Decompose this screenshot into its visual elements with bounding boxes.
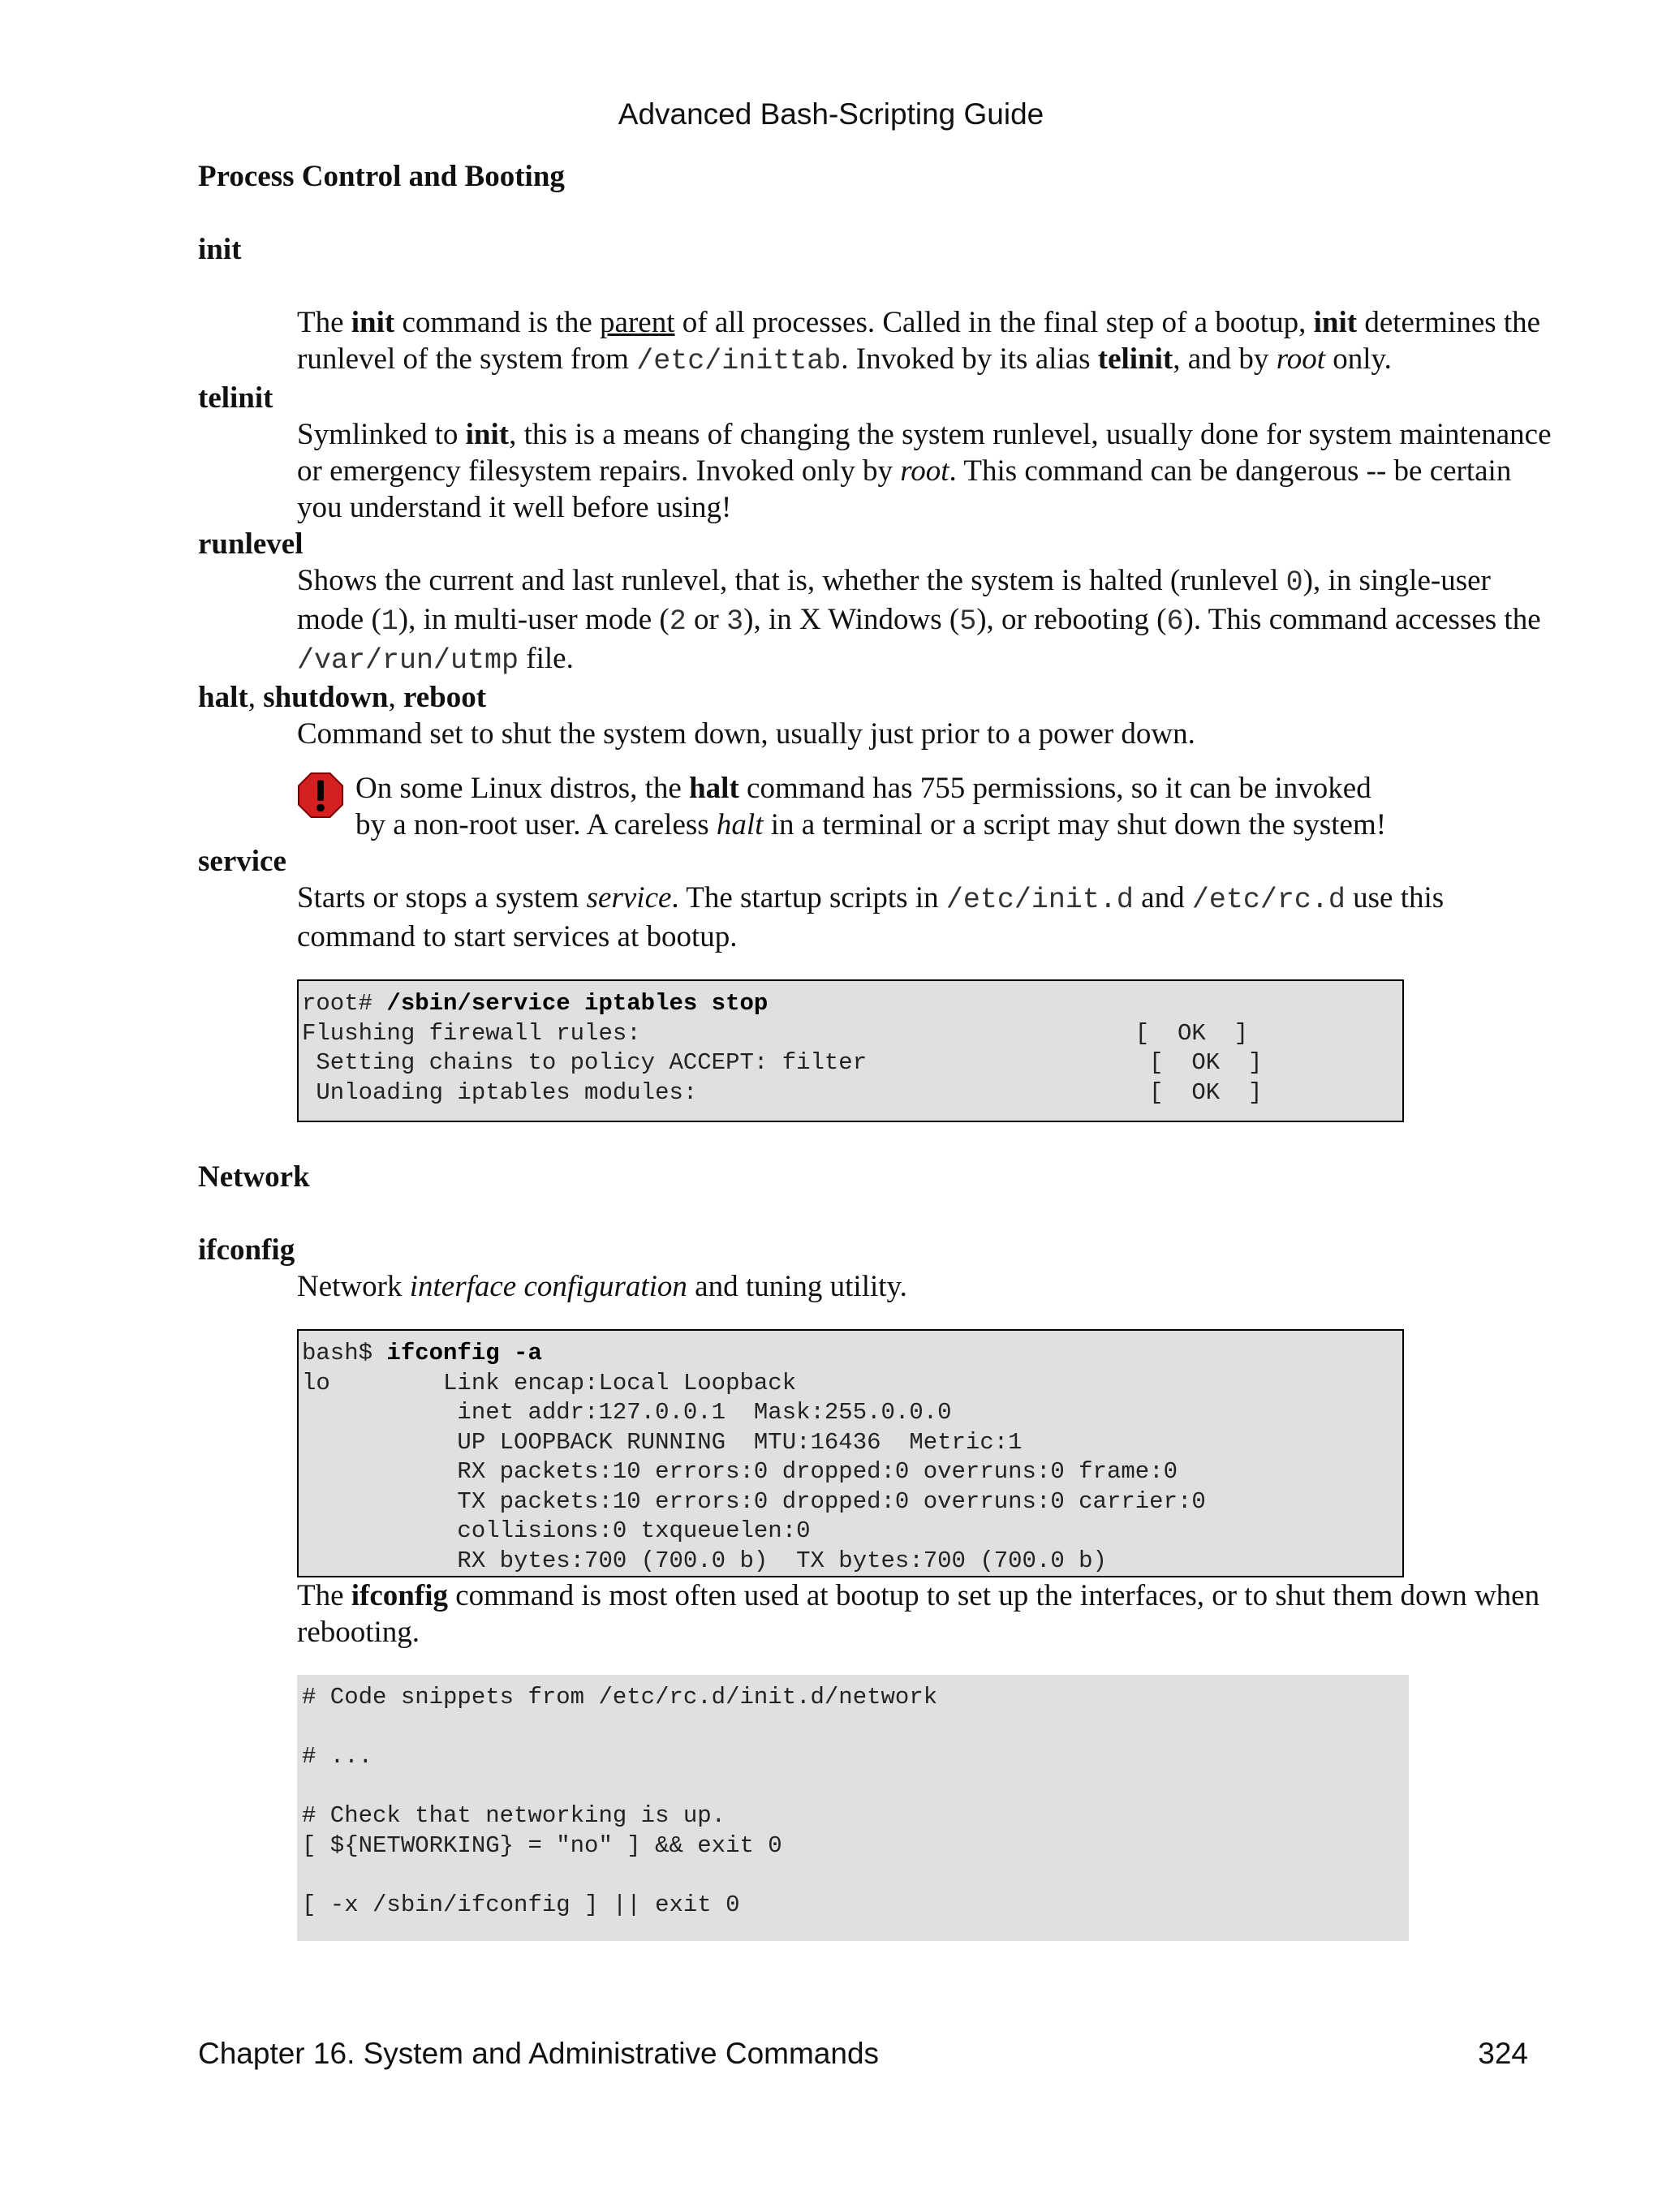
section-title-network: Network [198, 1160, 310, 1194]
ifconfig-paragraph: Network interface configuration and tuning utility. [297, 1270, 907, 1303]
ifconfig-output-line: RX bytes:700 (700.0 b) TX bytes:700 (700.0 b) [302, 1547, 1107, 1574]
service-output-line: Unloading iptables modules: [ OK ] [302, 1078, 1263, 1106]
ifconfig-output-line: inet addr:127.0.0.1 Mask:255.0.0.0 [457, 1399, 952, 1426]
caution-icon [297, 772, 344, 819]
service-screen-output: root# /sbin/service iptables stop Flushing firewall rules: [ OK ] Setting chains to policy ACCEPT: filter [ OK ] Unloading iptables modules: [ OK ] [297, 979, 1404, 1122]
parent-link[interactable]: parent [600, 306, 675, 339]
footer-page-number: 324 [1478, 2037, 1528, 2070]
definition-ifconfig [297, 1268, 1553, 1941]
term-init: init [198, 233, 242, 266]
term-service: service [198, 845, 286, 878]
program-lines [302, 1684, 937, 1918]
service-output-line: Setting chains to policy ACCEPT: filter [ OK ] [316, 1049, 1263, 1076]
init-paragraph: The init command is the parent of all processes. Called in the final step of a bootup, init determines the runlevel of the system from /etc/inittab. Invoked by its alias telinit, and by root only. [297, 306, 1541, 377]
term-runlevel: runlevel [198, 527, 304, 561]
code-line: # Check that networking is up. [302, 1802, 726, 1829]
running-header: Advanced Bash-Scripting Guide [618, 97, 1044, 131]
code-line: [ -x /sbin/ifconfig ] || exit 0 [302, 1891, 740, 1918]
ifconfig-after-paragraph: The ifconfig command is most often used at bootup to set up the interfaces, or to shut them down when rebooting. [297, 1579, 1540, 1649]
definition-halt [297, 716, 1553, 843]
halt-paragraph: Command set to shut the system down, usually just prior to a power down. [297, 717, 1195, 751]
ifconfig-output-line: collisions:0 txqueuelen:0 [457, 1517, 811, 1544]
caution-note [297, 770, 1553, 843]
ifconfig-output-lines [302, 1370, 1206, 1574]
service-output-line: Flushing firewall rules: [ OK ] [302, 1019, 1248, 1047]
telinit-paragraph: Symlinked to init, this is a means of changing the system runlevel, usually done for system maintenance or emergency filesystem repairs. Invoked only by root. This command can be dangerous -- be certain you understand it well before using! [297, 418, 1552, 524]
definition-service [297, 880, 1553, 1122]
service-output-lines [302, 1020, 1262, 1106]
definition-telinit [297, 416, 1553, 526]
term-ifconfig: ifconfig [198, 1233, 295, 1267]
ifconfig-output-line: RX packets:10 errors:0 dropped:0 overruns:0 frame:0 [457, 1458, 1178, 1485]
ifconfig-output-line: TX packets:10 errors:0 dropped:0 overruns:0 carrier:0 [457, 1487, 1206, 1515]
code-line: # Code snippets from /etc/rc.d/init.d/network [302, 1684, 938, 1711]
ifconfig-output-line: UP LOOPBACK RUNNING MTU:16436 Metric:1 [457, 1428, 1023, 1456]
ifconfig-screen-output: bash$ ifconfig -a lo Link encap:Local Loopback inet addr:127.0.0.1 Mask:255.0.0.0 UP LOOPBACK RUNNING MTU:16436 Metric:1 RX packets:10 errors:0 dropped:0 overruns:0 frame:0 TX packets:10 errors:0 dropped:0 overruns:0 carrier:0 collisions:0 txqueuelen:0 RX bytes:700 (700.0 b) TX bytes:700 (700.0 b) [297, 1329, 1404, 1577]
document-body [198, 158, 1553, 1941]
term-halt-shutdown-reboot: halt, shutdown, reboot [198, 681, 487, 714]
section-title-process-control: Process Control and Booting [198, 160, 565, 193]
code-line: # ... [302, 1743, 373, 1770]
term-telinit: telinit [198, 381, 273, 415]
definition-init [297, 304, 1553, 380]
runlevel-paragraph: Shows the current and last runlevel, that is, whether the system is halted (runlevel 0), in single-user mode (1), in multi-user mode (2 or 3), in X Windows (5), or rebooting (6). This command accesses the /var/run/utmp file. [297, 564, 1541, 677]
footer-chapter: Chapter 16. System and Administrative Commands [198, 2037, 880, 2070]
code-line: [ ${NETWORKING} = "no" ] && exit 0 [302, 1831, 782, 1859]
caution-text: On some Linux distros, the halt command has 755 permissions, so it can be invoked by a non-root user. A careless halt in a terminal or a script may shut down the system! [355, 772, 1387, 841]
service-paragraph: Starts or stops a system service. The startup scripts in /etc/init.d and /etc/rc.d use this command to start services at bootup. [297, 881, 1445, 953]
definition-runlevel [297, 562, 1553, 679]
network-code-snippet [297, 1675, 1409, 1941]
ifconfig-output-line: lo Link encap:Local Loopback [302, 1369, 797, 1396]
